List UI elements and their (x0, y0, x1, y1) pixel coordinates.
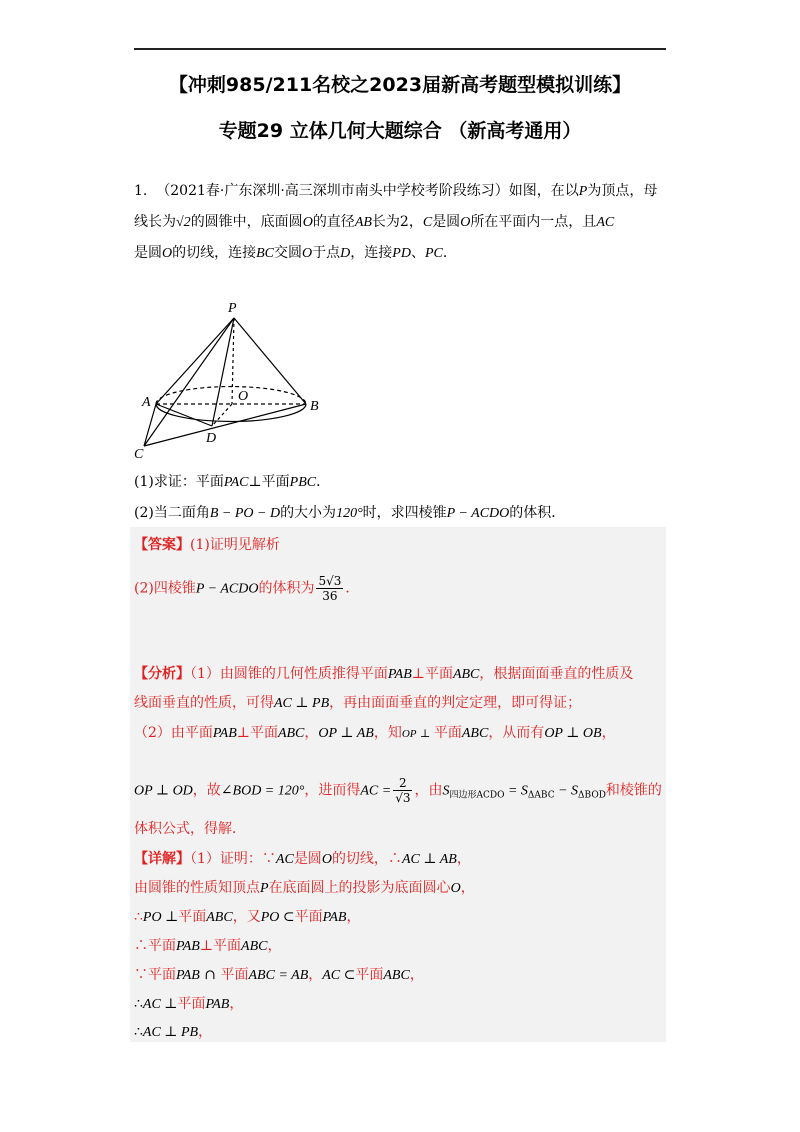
question-stem: 1. （2021春·广东深圳·高三深圳市南头中学校考阶段练习）如图，在以P为顶点，母 线长为√2的圆锥中，底面圆O的直径AB长为2，C是圆O所在平面内一点，且AC 是圆O的切线，连接BC交圆O于点D，连接PD、PC． (134, 183, 658, 261)
question-number: 1. (134, 183, 148, 199)
answer-line-2: (2)四棱锥P − ACDO的体积为 $\frac{5√3}{36}$ ． (134, 574, 360, 603)
analysis-line-5: 体积公式，得解． (134, 821, 246, 837)
part-1: (1)求证：平面PAC⊥平面PBC． (134, 474, 331, 490)
label-P: P (228, 301, 237, 316)
part-2: (2)当二面角B − PO − D的大小为120°时，求四棱锥P − ACDO的体积． (134, 505, 566, 521)
label-D: D (206, 431, 217, 446)
doc-title: 【冲刺985/211名校之2023届新高考题型模拟训练】 (168, 74, 632, 96)
analysis-fraction: $\frac{2}{√3}$ (395, 776, 411, 805)
segment-CB (144, 404, 306, 446)
segment-AC (144, 404, 156, 446)
analysis-tag: 【分析】 (134, 666, 190, 682)
detail-line-7: ∴AC ⊥ PB， (134, 1024, 213, 1040)
analysis-line-3: （2）由平面PAB⊥平面ABC，OP ⊥ AB，知OP ⊥ 平面ABC，从而有OP ⊥ OB， (134, 725, 616, 741)
label-C: C (134, 447, 144, 462)
answer-line-1: 【答案】(1)证明见解析 (134, 537, 280, 553)
analysis-line-4: OP ⊥ OD，故∠BOD = 120°，进而得AC = $\frac{2}{√3}$ ，由$S_{四边形ACDO} = S_{\Delta ABC} - S_{\Delta BOD}$和棱锥的 (134, 776, 662, 805)
answer-fraction: $\frac{5√3}{36}$ (318, 574, 342, 603)
edge-PO (232, 318, 234, 404)
label-B: B (310, 399, 319, 414)
edge-PA (156, 318, 234, 404)
label-O: O (238, 389, 249, 404)
cone-figure (134, 298, 334, 462)
detail-tag: 【详解】 (134, 851, 190, 867)
segment-OD (212, 404, 232, 426)
header-rule (134, 48, 666, 50)
label-A: A (142, 395, 151, 410)
detail-line-3: ∴PO ⊥平面ABC，又PO ⊂平面PAB， (134, 909, 361, 925)
base-circle-back (156, 387, 306, 404)
analysis-line-2: 线面垂直的性质，可得AC ⊥ PB，再由面面垂直的判定定理，即可得证； (134, 695, 582, 711)
detail-line-1: 【详解】（1）证明：∵AC是圆O的切线，∴AC ⊥ AB， (134, 851, 471, 867)
detail-line-5: ∵平面PAB ∩ 平面ABC = AB，AC ⊂平面ABC， (134, 967, 424, 983)
answer-tag: 【答案】 (134, 537, 190, 553)
detail-line-2: 由圆锥的性质知顶点P在底面圆上的投影为底面圆心O， (134, 880, 475, 896)
segment-AD (156, 404, 212, 426)
doc-subtitle: 专题29 立体几何大题综合 （新高考通用） (218, 120, 582, 142)
detail-line-6: ∴AC ⊥平面PAB， (134, 996, 244, 1012)
detail-line-4: ∴平面PAB⊥平面ABC， (134, 938, 282, 954)
analysis-line-1: 【分析】（1）由圆锥的几何性质推得平面PAB⊥平面ABC，根据面面垂直的性质及 (134, 666, 634, 682)
